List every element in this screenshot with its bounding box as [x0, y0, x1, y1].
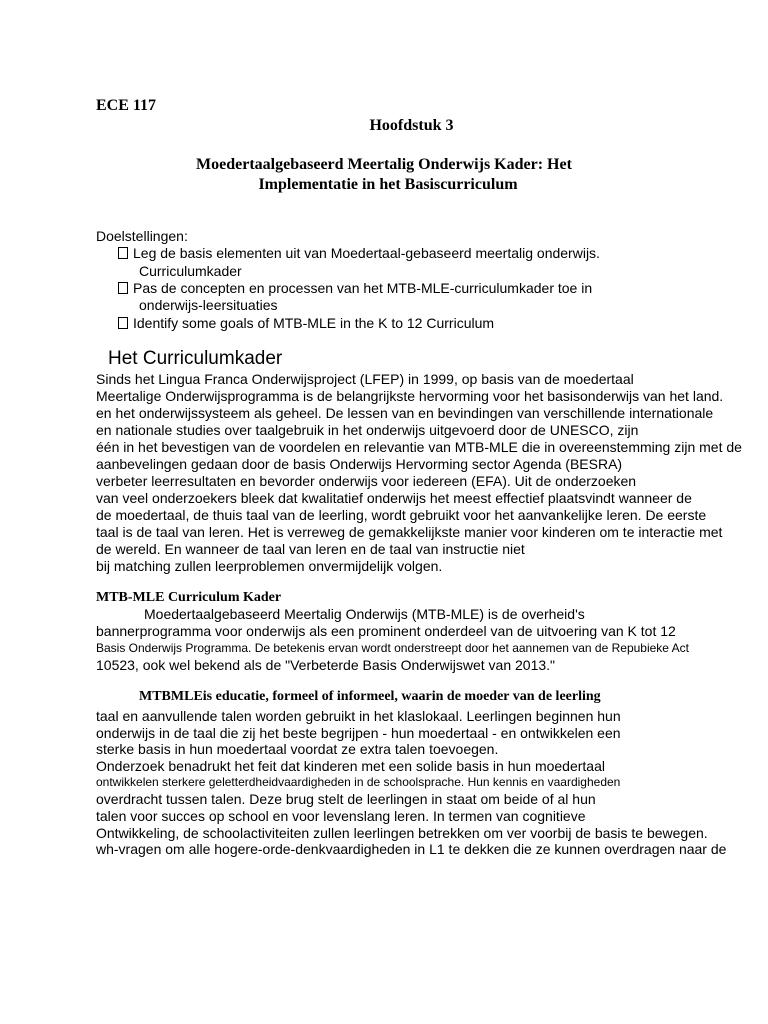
paragraph-line: bij matching zullen leerproblemen onvermijdelijk volgen.: [96, 558, 443, 574]
chapter-title: Hoofdstuk 3: [369, 117, 454, 134]
paragraph-line: één in het bevestigen van de voordelen en relevantie van MTB-MLE die in overeenstemming zijn met de: [96, 439, 742, 455]
subsection-heading: MTB-MLE Curriculum Kader: [96, 590, 282, 605]
paragraph-line: van veel onderzoekers bleek dat kwalitatief onderwijs het meest effectief plaatsvindt wanneer de: [96, 490, 692, 506]
paragraph-line: en het onderwijssysteem als geheel. De lessen van en bevindingen van verschillende internationale: [96, 405, 714, 421]
objective-continuation: onderwijs-leersituaties: [139, 297, 278, 313]
paragraph-line: Moedertaalgebaseerd Meertalig Onderwijs (MTB-MLE) is de overheid's: [144, 606, 585, 622]
paragraph-line: Sinds het Lingua Franca Onderwijsproject (LFEP) in 1999, op basis van de moedertaal: [96, 371, 634, 387]
paragraph-line: 10523, ook wel bekend als de "Verbeterde Basis Onderwijswet van 2013.": [96, 657, 555, 673]
objectives-heading: Doelstellingen:: [96, 228, 188, 244]
paragraph-line: de wereld. En wanneer de taal van leren en de taal van instructie niet: [96, 541, 525, 557]
paragraph-line: overdracht tussen talen. Deze brug stelt de leerlingen in staat om beide of al hun: [96, 791, 596, 807]
paragraph-line: de moedertaal, de thuis taal van de leerling, wordt gebruikt voor het aanvankelijke leren. De eerste: [96, 507, 707, 523]
checkbox-bullet-icon: [118, 247, 128, 259]
objective-item-2: [118, 280, 592, 297]
paragraph-line: verbeter leerresultaten en bevorder onderwijs voor iedereen (EFA). Uit de onderzoeken: [96, 473, 637, 489]
paragraph-line: onderwijs in de taal die zij het beste begrijpen - hun moedertaal - en ontwikkelen een: [96, 725, 621, 741]
paragraph-line: sterke basis in hun moedertaal voordat ze extra talen toevoegen.: [96, 741, 499, 757]
objective-continuation: Curriculumkader: [139, 263, 242, 279]
objective-item-3: [118, 315, 494, 332]
section-heading: Het Curriculumkader: [108, 348, 283, 369]
objective-text: Leg de basis elementen uit van Moedertaal-gebaseerd meertalig onderwijs.: [133, 245, 600, 261]
paragraph-line: Ontwikkeling, de schoolactiviteiten zullen leerlingen betrekken om ver voorbij de basis te bewegen.: [96, 825, 708, 841]
paragraph-line: Basis Onderwijs Programma. De betekenis ervan wordt onderstreept door het aannemen van de Repubieke Act: [96, 641, 689, 655]
course-code: ECE 117: [96, 97, 157, 114]
paragraph-line: en nationale studies over taalgebruik in het onderwijs uitgevoerd door de UNESCO, zijn: [96, 422, 639, 438]
paragraph-line: talen voor succes op school en voor levenslang leren. In termen van cognitieve: [96, 808, 586, 824]
paragraph-line: Onderzoek benadrukt het feit dat kinderen met een solide basis in hun moedertaal: [96, 758, 605, 774]
definition-lead: MTBMLEis educatie, formeel of informeel, waarin de moeder van de leerling: [139, 689, 601, 704]
paragraph-line: aanbevelingen gedaan door de basis Onderwijs Hervorming sector Agenda (BESRA): [96, 456, 623, 472]
paragraph-line: taal en aanvullende talen worden gebruikt in het klaslokaal. Leerlingen beginnen hun: [96, 708, 621, 724]
document-title-line1: Moedertaalgebaseerd Meertalig Onderwijs Kader: Het: [196, 156, 572, 173]
checkbox-bullet-icon: [118, 317, 128, 329]
paragraph-line: Meertalige Onderwijsprogramma is de belangrijkste hervorming voor het basisonderwijs van het land.: [96, 388, 724, 404]
objective-text: Identify some goals of MTB-MLE in the K to 12 Curriculum: [133, 315, 495, 331]
objective-item-1: [118, 245, 600, 262]
paragraph-line: taal is de taal van leren. Het is verreweg de gemakkelijkste manier voor kinderen om te interactie met: [96, 524, 723, 540]
paragraph-line: wh-vragen om alle hogere-orde-denkvaardigheden in L1 te dekken die ze kunnen overdragen naar de: [96, 841, 727, 857]
paragraph-line: bannerprogramma voor onderwijs als een prominent onderdeel van de uitvoering van K tot 12: [96, 623, 676, 639]
document-title-line2: Implementatie in het Basiscurriculum: [258, 176, 518, 193]
checkbox-bullet-icon: [118, 282, 128, 294]
objective-text: Pas de concepten en processen van het MTB-MLE-curriculumkader toe in: [133, 280, 593, 296]
paragraph-line: ontwikkelen sterkere geletterdheidvaardigheden in de schoolsprache. Hun kennis en vaardigheden: [96, 775, 621, 789]
